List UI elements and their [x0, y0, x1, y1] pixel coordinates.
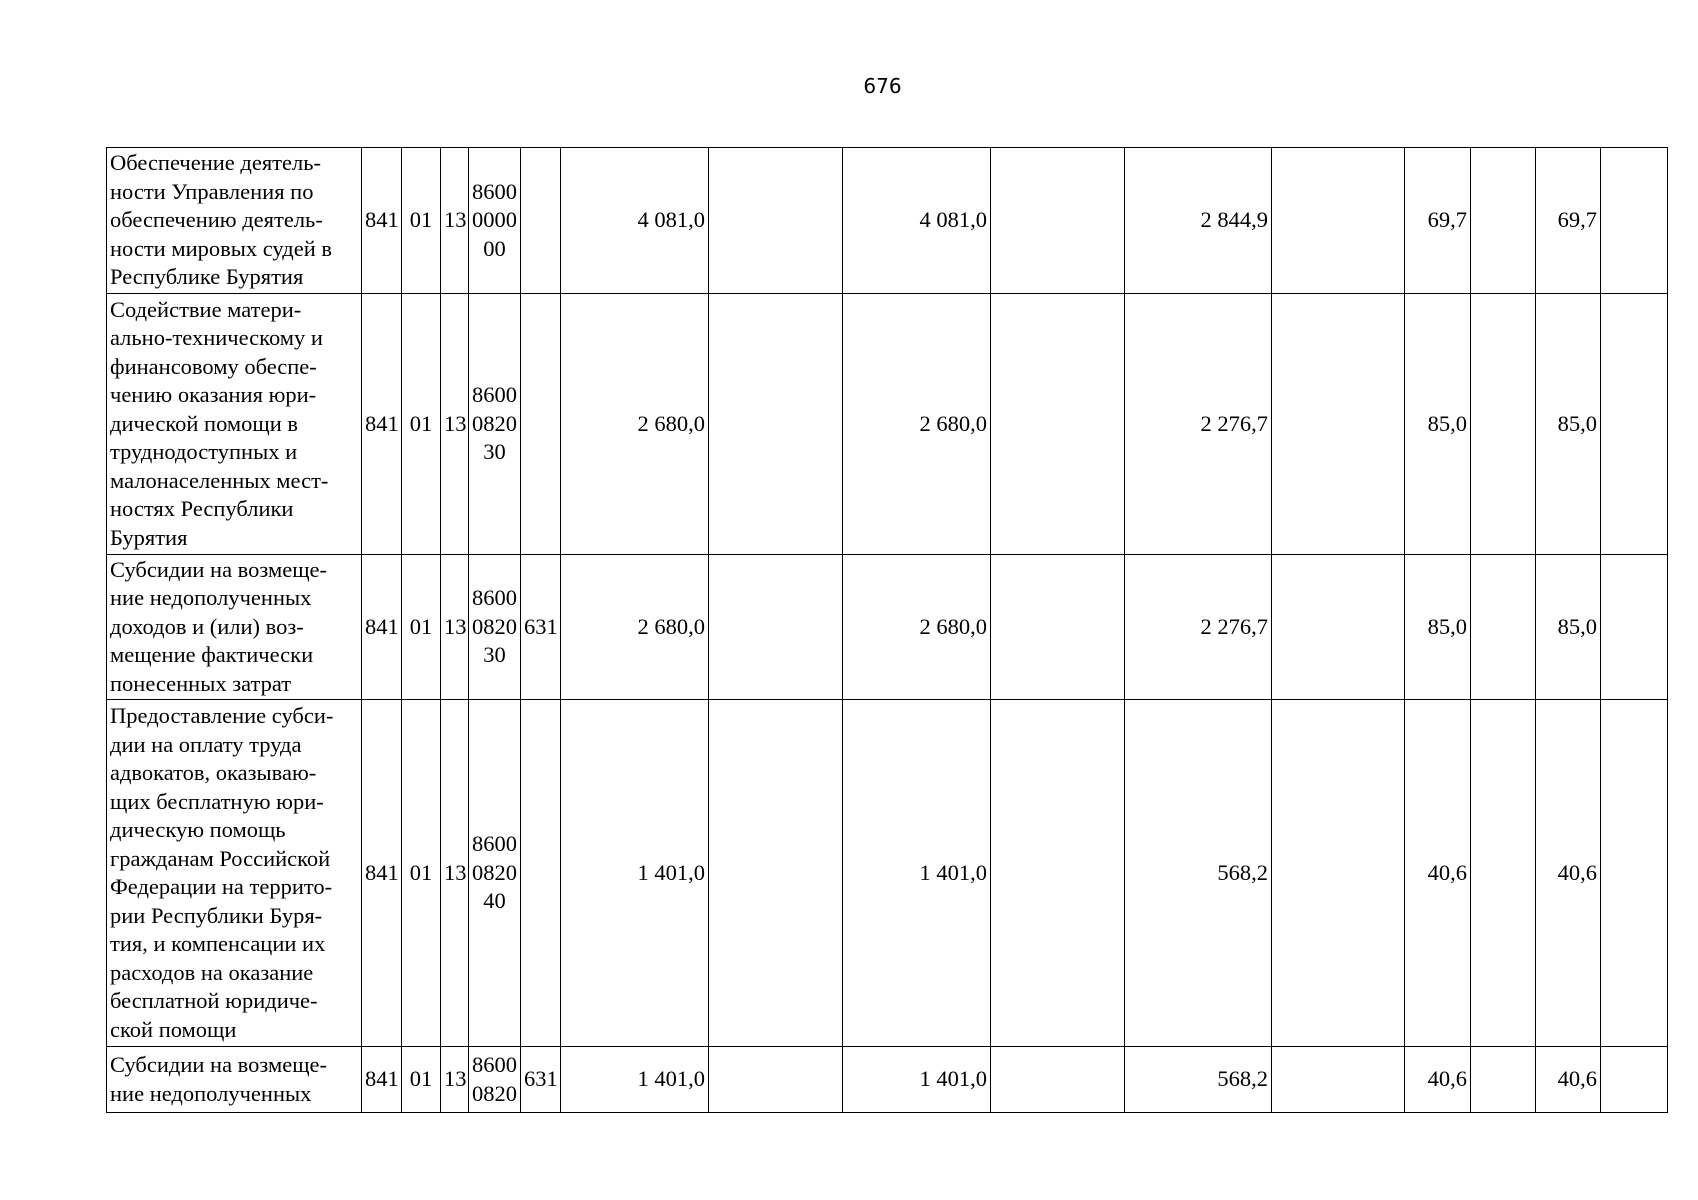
target-article-cell: 8600 0820: [469, 1047, 521, 1113]
approved-amount-cell: 2 680,0: [561, 555, 709, 700]
empty-cell: [1471, 700, 1536, 1047]
expense-type-cell: [521, 700, 561, 1047]
empty-cell: [991, 1047, 1125, 1113]
percent-refined-cell: 40,6: [1536, 700, 1601, 1047]
approved-amount-cell: 1 401,0: [561, 700, 709, 1047]
subsection-code-cell: 13: [441, 294, 469, 555]
refined-amount-cell: 2 680,0: [843, 555, 991, 700]
expense-name-cell: [107, 294, 362, 555]
approved-amount-cell: 2 680,0: [561, 294, 709, 555]
percent-approved-cell: 85,0: [1405, 555, 1471, 700]
empty-cell: [991, 294, 1125, 555]
empty-cell: [1272, 555, 1405, 700]
executed-amount-cell: 2 276,7: [1125, 555, 1272, 700]
empty-cell: [1272, 700, 1405, 1047]
name-line: щих бесплатную юри-: [110, 788, 324, 814]
expense-type-cell: 631: [521, 555, 561, 700]
section-code-cell: 01: [402, 555, 441, 700]
refined-amount-cell: 1 401,0: [843, 1047, 991, 1113]
name-line: Бурятия: [110, 524, 188, 550]
empty-cell: [1272, 148, 1405, 294]
ministry-code-cell: 841: [362, 700, 402, 1047]
name-line: Содействие матери-: [110, 296, 302, 322]
name-line: гражданам Российской: [110, 845, 331, 871]
percent-refined-cell: 85,0: [1536, 555, 1601, 700]
empty-cell: [1471, 148, 1536, 294]
approved-amount-cell: 4 081,0: [561, 148, 709, 294]
name-line: расходов на оказание: [110, 959, 314, 985]
table-row: [107, 555, 1668, 700]
executed-amount-cell: 2 844,9: [1125, 148, 1272, 294]
name-line: дическую помощь: [110, 817, 286, 842]
subsection-code-cell: 13: [441, 1047, 469, 1113]
ministry-code-cell: 841: [362, 294, 402, 555]
name-line: чению оказания юри-: [110, 382, 317, 408]
ministry-code-cell: 841: [362, 1047, 402, 1113]
empty-cell: [1601, 1047, 1668, 1113]
name-line: ние недополученных: [110, 1080, 312, 1106]
name-line: рии Республики Буря-: [110, 902, 323, 928]
executed-amount-cell: 568,2: [1125, 1047, 1272, 1113]
table-row: [107, 1047, 1668, 1113]
budget-execution-table: [106, 147, 1668, 1113]
percent-refined-cell: 85,0: [1536, 294, 1601, 555]
empty-cell: [709, 1047, 843, 1113]
section-code-cell: 01: [402, 148, 441, 294]
expense-name-cell: [107, 1047, 362, 1113]
empty-cell: [991, 700, 1125, 1047]
empty-cell: [709, 148, 843, 294]
table-row: [107, 700, 1668, 1047]
expense-type-cell: 631: [521, 1047, 561, 1113]
empty-cell: [709, 294, 843, 555]
expense-name-cell: [107, 148, 362, 294]
name-line: Федерации на террито-: [110, 874, 333, 899]
name-line: дической помощи в: [110, 410, 299, 436]
refined-amount-cell: 4 081,0: [843, 148, 991, 294]
name-line: тия, и компенсации их: [110, 931, 326, 956]
empty-cell: [991, 148, 1125, 294]
name-line: ние недополученных: [110, 585, 312, 611]
name-line: мещение фактически: [110, 642, 314, 668]
name-line: обеспечению деятель-: [110, 207, 323, 233]
name-line: ности Управления по: [110, 178, 314, 204]
name-line: Субсидии на возмеще-: [110, 1052, 328, 1077]
refined-amount-cell: 1 401,0: [843, 700, 991, 1047]
executed-amount-cell: 2 276,7: [1125, 294, 1272, 555]
section-code-cell: 01: [402, 700, 441, 1047]
expense-name-cell: [107, 555, 362, 700]
empty-cell: [1272, 294, 1405, 555]
subsection-code-cell: 13: [441, 148, 469, 294]
empty-cell: [1601, 294, 1668, 555]
name-line: бесплатной юридиче-: [110, 988, 318, 1013]
name-line: ской помощи: [110, 1016, 237, 1042]
empty-cell: [1471, 555, 1536, 700]
empty-cell: [1471, 1047, 1536, 1113]
name-line: Обеспечение деятель-: [110, 150, 321, 176]
percent-refined-cell: 69,7: [1536, 148, 1601, 294]
ministry-code-cell: 841: [362, 148, 402, 294]
subsection-code-cell: 13: [441, 555, 469, 700]
name-line: труднодоступных и: [110, 439, 298, 465]
section-code-cell: 01: [402, 294, 441, 555]
name-line: адвокатов, оказываю-: [110, 760, 317, 785]
target-article-cell: 8600 0820 30: [469, 555, 521, 700]
percent-approved-cell: 40,6: [1405, 1047, 1471, 1113]
percent-approved-cell: 40,6: [1405, 700, 1471, 1047]
target-article-cell: 8600 0820 30: [469, 294, 521, 555]
approved-amount-cell: 1 401,0: [561, 1047, 709, 1113]
table-row: [107, 294, 1668, 555]
subsection-code-cell: 13: [441, 700, 469, 1047]
empty-cell: [709, 700, 843, 1047]
refined-amount-cell: 2 680,0: [843, 294, 991, 555]
name-line: Предоставление субси-: [110, 703, 334, 728]
empty-cell: [1601, 700, 1668, 1047]
name-line: понесенных затрат: [110, 670, 292, 696]
executed-amount-cell: 568,2: [1125, 700, 1272, 1047]
target-article-cell: 8600 0000 00: [469, 148, 521, 294]
name-line: финансовому обеспе-: [110, 353, 317, 379]
empty-cell: [991, 555, 1125, 700]
name-line: ностях Республики: [110, 496, 294, 522]
page-number: 676: [863, 74, 902, 98]
percent-approved-cell: 85,0: [1405, 294, 1471, 555]
empty-cell: [709, 555, 843, 700]
name-line: доходов и (или) воз-: [110, 613, 304, 639]
empty-cell: [1601, 555, 1668, 700]
expense-type-cell: [521, 148, 561, 294]
target-article-cell: 8600 0820 40: [469, 700, 521, 1047]
empty-cell: [1471, 294, 1536, 555]
ministry-code-cell: 841: [362, 555, 402, 700]
name-line: малонаселенных мест-: [110, 467, 329, 493]
percent-approved-cell: 69,7: [1405, 148, 1471, 294]
name-line: Республике Бурятия: [110, 264, 304, 290]
name-line: дии на оплату труда: [110, 731, 302, 757]
percent-refined-cell: 40,6: [1536, 1047, 1601, 1113]
empty-cell: [1601, 148, 1668, 294]
section-code-cell: 01: [402, 1047, 441, 1113]
expense-type-cell: [521, 294, 561, 555]
name-line: Субсидии на возмеще-: [110, 556, 328, 582]
name-line: ально-техническому и: [110, 325, 323, 351]
name-line: ности мировых судей в: [110, 235, 332, 261]
expense-name-cell: [107, 700, 362, 1047]
empty-cell: [1272, 1047, 1405, 1113]
table-row: [107, 148, 1668, 294]
